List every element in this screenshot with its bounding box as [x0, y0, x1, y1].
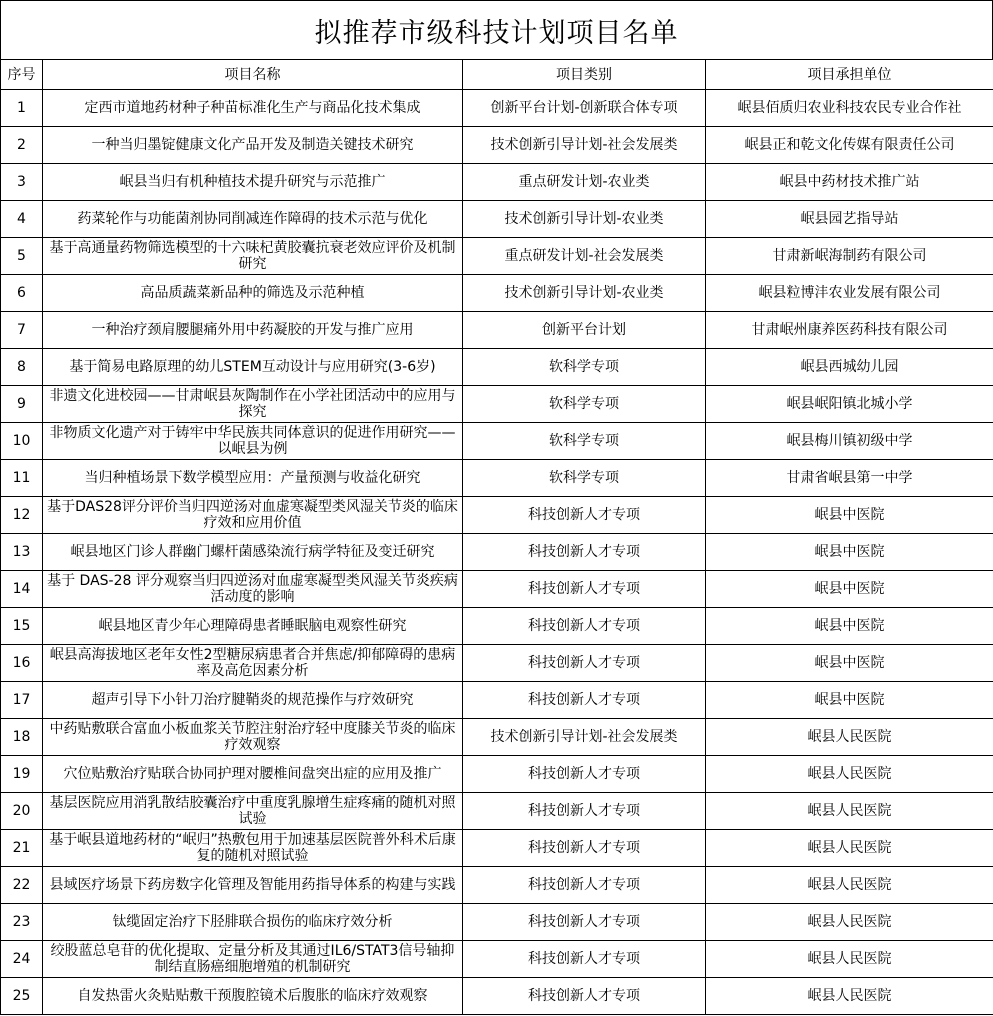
category-cell: 重点研发计划-农业类: [463, 164, 706, 201]
project-name-cell: 基于高通量药物筛选模型的十六味杞黄胶囊抗衰老效应评价及机制研究: [43, 238, 463, 275]
category-cell: 软科学专项: [463, 386, 706, 423]
unit-cell: 甘肃省岷县第一中学: [706, 460, 993, 497]
header-project-category: 项目类别: [463, 60, 706, 90]
index-cell: 25: [1, 978, 43, 1015]
header-row: [1, 60, 993, 90]
table-row: [1, 534, 993, 571]
project-name-cell: 非遗文化进校园——甘肃岷县灰陶制作在小学社团活动中的应用与探究: [43, 386, 463, 423]
index-cell: 14: [1, 571, 43, 608]
index-cell: 23: [1, 904, 43, 941]
index-cell: 5: [1, 238, 43, 275]
table-row: [1, 312, 993, 349]
category-cell: 软科学专项: [463, 349, 706, 386]
category-cell: 科技创新人才专项: [463, 978, 706, 1015]
category-cell: 科技创新人才专项: [463, 867, 706, 904]
category-cell: 科技创新人才专项: [463, 571, 706, 608]
table-row: [1, 645, 993, 682]
index-cell: 17: [1, 682, 43, 719]
index-cell: 21: [1, 830, 43, 867]
category-cell: 科技创新人才专项: [463, 534, 706, 571]
unit-cell: 岷县人民医院: [706, 719, 993, 756]
index-cell: 8: [1, 349, 43, 386]
project-name-cell: 自发热雷火灸贴贴敷干预腹腔镜术后腹胀的临床疗效观察: [43, 978, 463, 1015]
unit-cell: 岷县中药材技术推广站: [706, 164, 993, 201]
table-row: [1, 682, 993, 719]
project-name-cell: 基于岷县道地药材的“岷归”热敷包用于加速基层医院普外科术后康复的随机对照试验: [43, 830, 463, 867]
index-cell: 12: [1, 497, 43, 534]
table-row: [1, 719, 993, 756]
header-project-name: 项目名称: [43, 60, 463, 90]
table-row: [1, 460, 993, 497]
project-name-cell: 一种当归墨锭健康文化产品开发及制造关键技术研究: [43, 127, 463, 164]
unit-cell: 岷县人民医院: [706, 756, 993, 793]
unit-cell: 岷县人民医院: [706, 941, 993, 978]
project-name-cell: 绞股蓝总皂苷的优化提取、定量分析及其通过IL6/STAT3信号轴抑制结直肠癌细胞增殖的机制研究: [43, 941, 463, 978]
category-cell: 科技创新人才专项: [463, 608, 706, 645]
unit-cell: 岷县人民医院: [706, 978, 993, 1015]
table-row: [1, 793, 993, 830]
unit-cell: 岷县粒博沣农业发展有限公司: [706, 275, 993, 312]
category-cell: 技术创新引导计划-社会发展类: [463, 127, 706, 164]
unit-cell: 岷县佰质归农业科技农民专业合作社: [706, 90, 993, 127]
index-cell: 16: [1, 645, 43, 682]
category-cell: 科技创新人才专项: [463, 756, 706, 793]
table-row: [1, 164, 993, 201]
project-name-cell: 穴位贴敷治疗贴联合协同护理对腰椎间盘突出症的应用及推广: [43, 756, 463, 793]
unit-cell: 岷县人民医院: [706, 793, 993, 830]
project-name-cell: 药菜轮作与功能菌剂协同削减连作障碍的技术示范与优化: [43, 201, 463, 238]
category-cell: 创新平台计划-创新联合体专项: [463, 90, 706, 127]
category-cell: 创新平台计划: [463, 312, 706, 349]
unit-cell: 岷县中医院: [706, 497, 993, 534]
project-name-cell: 当归种植场景下数学模型应用：产量预测与收益化研究: [43, 460, 463, 497]
index-cell: 13: [1, 534, 43, 571]
unit-cell: 岷县梅川镇初级中学: [706, 423, 993, 460]
project-name-cell: 岷县地区青少年心理障碍患者睡眠脑电观察性研究: [43, 608, 463, 645]
index-cell: 2: [1, 127, 43, 164]
table-row: [1, 497, 993, 534]
project-name-cell: 非物质文化遗产对于铸牢中华民族共同体意识的促进作用研究——以岷县为例: [43, 423, 463, 460]
sheet-title: 拟推荐市级科技计划项目名单: [0, 0, 993, 60]
unit-cell: 岷县中医院: [706, 571, 993, 608]
index-cell: 22: [1, 867, 43, 904]
index-cell: 20: [1, 793, 43, 830]
project-name-cell: 超声引导下小针刀治疗腱鞘炎的规范操作与疗效研究: [43, 682, 463, 719]
table-row: [1, 349, 993, 386]
project-name-cell: 岷县当归有机种植技术提升研究与示范推广: [43, 164, 463, 201]
project-name-cell: 基层医院应用消乳散结胶囊治疗中重度乳腺增生症疼痛的随机对照试验: [43, 793, 463, 830]
unit-cell: 岷县岷阳镇北城小学: [706, 386, 993, 423]
unit-cell: 岷县中医院: [706, 534, 993, 571]
category-cell: 技术创新引导计划-社会发展类: [463, 719, 706, 756]
index-cell: 4: [1, 201, 43, 238]
table-row: [1, 423, 993, 460]
project-name-cell: 基于简易电路原理的幼儿STEM互动设计与应用研究(3-6岁): [43, 349, 463, 386]
index-cell: 10: [1, 423, 43, 460]
category-cell: 科技创新人才专项: [463, 682, 706, 719]
index-cell: 19: [1, 756, 43, 793]
category-cell: 科技创新人才专项: [463, 497, 706, 534]
unit-cell: 甘肃新岷海制药有限公司: [706, 238, 993, 275]
index-cell: 24: [1, 941, 43, 978]
category-cell: 技术创新引导计划-农业类: [463, 275, 706, 312]
table-row: [1, 830, 993, 867]
unit-cell: 岷县中医院: [706, 645, 993, 682]
project-name-cell: 县域医疗场景下药房数字化管理及智能用药指导体系的构建与实践: [43, 867, 463, 904]
table-row: [1, 238, 993, 275]
table-row: [1, 90, 993, 127]
index-cell: 9: [1, 386, 43, 423]
table-row: [1, 941, 993, 978]
index-cell: 11: [1, 460, 43, 497]
project-name-cell: 岷县地区门诊人群幽门螺杆菌感染流行病学特征及变迁研究: [43, 534, 463, 571]
index-cell: 6: [1, 275, 43, 312]
header-project-unit: 项目承担单位: [706, 60, 993, 90]
unit-cell: 岷县中医院: [706, 608, 993, 645]
table-row: [1, 978, 993, 1015]
unit-cell: 岷县正和乾文化传媒有限责任公司: [706, 127, 993, 164]
unit-cell: 甘肃岷州康养医药科技有限公司: [706, 312, 993, 349]
table-row: [1, 127, 993, 164]
table-row: [1, 275, 993, 312]
table-row: [1, 608, 993, 645]
category-cell: 科技创新人才专项: [463, 793, 706, 830]
header-index: 序号: [1, 60, 43, 90]
unit-cell: 岷县人民医院: [706, 904, 993, 941]
unit-cell: 岷县中医院: [706, 682, 993, 719]
category-cell: 科技创新人才专项: [463, 941, 706, 978]
index-cell: 3: [1, 164, 43, 201]
index-cell: 18: [1, 719, 43, 756]
table-row: [1, 756, 993, 793]
category-cell: 技术创新引导计划-农业类: [463, 201, 706, 238]
index-cell: 1: [1, 90, 43, 127]
table-body: [1, 90, 993, 1015]
project-name-cell: 钛缆固定治疗下胫腓联合损伤的临床疗效分析: [43, 904, 463, 941]
category-cell: 软科学专项: [463, 423, 706, 460]
table-row: [1, 867, 993, 904]
category-cell: 重点研发计划-社会发展类: [463, 238, 706, 275]
project-name-cell: 高品质蔬菜新品种的筛选及示范种植: [43, 275, 463, 312]
unit-cell: 岷县人民医院: [706, 867, 993, 904]
unit-cell: 岷县人民医院: [706, 830, 993, 867]
project-name-cell: 中药贴敷联合富血小板血浆关节腔注射治疗轻中度膝关节炎的临床疗效观察: [43, 719, 463, 756]
category-cell: 科技创新人才专项: [463, 904, 706, 941]
unit-cell: 岷县园艺指导站: [706, 201, 993, 238]
project-name-cell: 岷县高海拔地区老年女性2型糖尿病患者合并焦虑/抑郁障碍的患病率及高危因素分析: [43, 645, 463, 682]
project-name-cell: 定西市道地药材种子种苗标准化生产与商品化技术集成: [43, 90, 463, 127]
category-cell: 科技创新人才专项: [463, 645, 706, 682]
table-row: [1, 386, 993, 423]
project-name-cell: 基于DAS28评分评价当归四逆汤对血虚寒凝型类风湿关节炎的临床疗效和应用价值: [43, 497, 463, 534]
project-table: [0, 59, 993, 1015]
project-name-cell: 基于 DAS-28 评分观察当归四逆汤对血虚寒凝型类风湿关节炎疾病活动度的影响: [43, 571, 463, 608]
table-row: [1, 201, 993, 238]
index-cell: 15: [1, 608, 43, 645]
index-cell: 7: [1, 312, 43, 349]
project-name-cell: 一种治疗颈肩腰腿痛外用中药凝胶的开发与推广应用: [43, 312, 463, 349]
table-row: [1, 904, 993, 941]
category-cell: 科技创新人才专项: [463, 830, 706, 867]
table-row: [1, 571, 993, 608]
unit-cell: 岷县西城幼儿园: [706, 349, 993, 386]
category-cell: 软科学专项: [463, 460, 706, 497]
